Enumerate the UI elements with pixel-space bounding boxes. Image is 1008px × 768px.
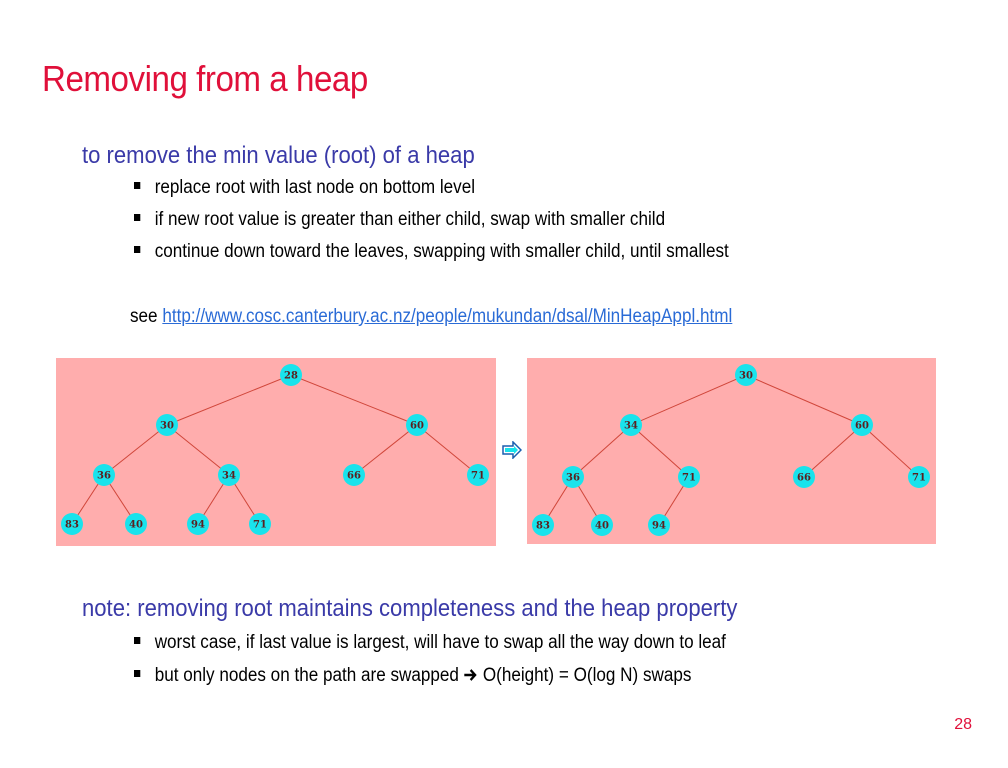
tree-node [93,464,115,486]
tree-node [406,414,428,436]
tree-node [467,464,489,486]
node-label: 34 [624,420,638,432]
tree-node [851,414,873,436]
bullet-text: if new root value is greater than either child, swap with smaller child [154,209,666,230]
tree-node [532,514,554,536]
node-label: 30 [739,370,753,382]
bullet-worst-case [134,632,726,654]
tree-node [591,514,613,536]
node-label: 34 [222,470,236,482]
tree-node [156,414,178,436]
node-label: 28 [284,370,298,382]
page-number: 28 [954,716,972,733]
node-label: 60 [410,420,424,432]
node-label: 60 [855,420,869,432]
node-label: 66 [797,472,811,484]
node-label: 71 [682,472,696,484]
tree-node [218,464,240,486]
node-label: 36 [566,472,580,484]
tree-node [793,466,815,488]
node-label: 83 [536,520,550,532]
tree-node [280,364,302,386]
tree-edges [72,375,478,524]
tree-node [187,513,209,535]
node-label: 30 [160,420,174,432]
node-label: 94 [652,520,666,532]
node-label: 40 [129,519,143,531]
node-label: 71 [912,472,926,484]
see-link-line [130,306,732,328]
see-prefix: see [130,306,163,327]
slide-title: Removing from a heap [42,58,368,99]
node-label: 94 [191,519,205,531]
tree-node [620,414,642,436]
bullet-replace-root [134,177,475,199]
heap-applet-link[interactable]: http://www.cosc.canterbury.ac.nz/people/mukundan/dsal/MinHeapAppl.html [162,306,733,327]
bullet-text: replace root with last node on bottom level [154,177,476,198]
node-label: 71 [253,519,267,531]
section-heading-remove: to remove the min value (root) of a heap [82,142,475,169]
tree-node [648,514,670,536]
tree-node [908,466,930,488]
tree-node [735,364,757,386]
square-bullet-icon [134,670,140,677]
heap-after-panel [527,358,936,544]
tree-node [678,466,700,488]
bullet-text: continue down toward the leaves, swapping with smaller child, until smallest [154,241,729,262]
square-bullet-icon [134,637,140,644]
square-bullet-icon [134,214,140,221]
heap-before-tree [56,358,496,546]
tree-node [343,464,365,486]
node-label: 36 [97,470,111,482]
node-label: 83 [65,519,79,531]
node-label: 66 [347,470,361,482]
heap-before-panel [56,358,496,546]
bullet-swap-smaller [134,209,665,231]
bullet-continue-down [134,241,729,263]
tree-edges [543,375,919,525]
node-label: 71 [471,470,485,482]
bullet-text-part2: O(height) = O(log N) swaps [478,665,692,686]
square-bullet-icon [134,246,140,253]
section-heading-note: note: removing root maintains completeness and the heap property [82,595,738,622]
node-label: 40 [595,520,609,532]
bullet-text: worst case, if last value is largest, will have to swap all the way down to leaf [154,632,726,653]
bullet-text-part1: but only nodes on the path are swapped [154,665,464,686]
bullet-path-swaps [134,665,691,687]
square-bullet-icon [134,182,140,189]
tree-node [61,513,83,535]
tree-node [125,513,147,535]
right-arrow-icon [502,441,522,459]
tree-node [249,513,271,535]
arrow-right-icon [464,668,478,682]
heap-after-tree [527,358,936,544]
tree-node [562,466,584,488]
